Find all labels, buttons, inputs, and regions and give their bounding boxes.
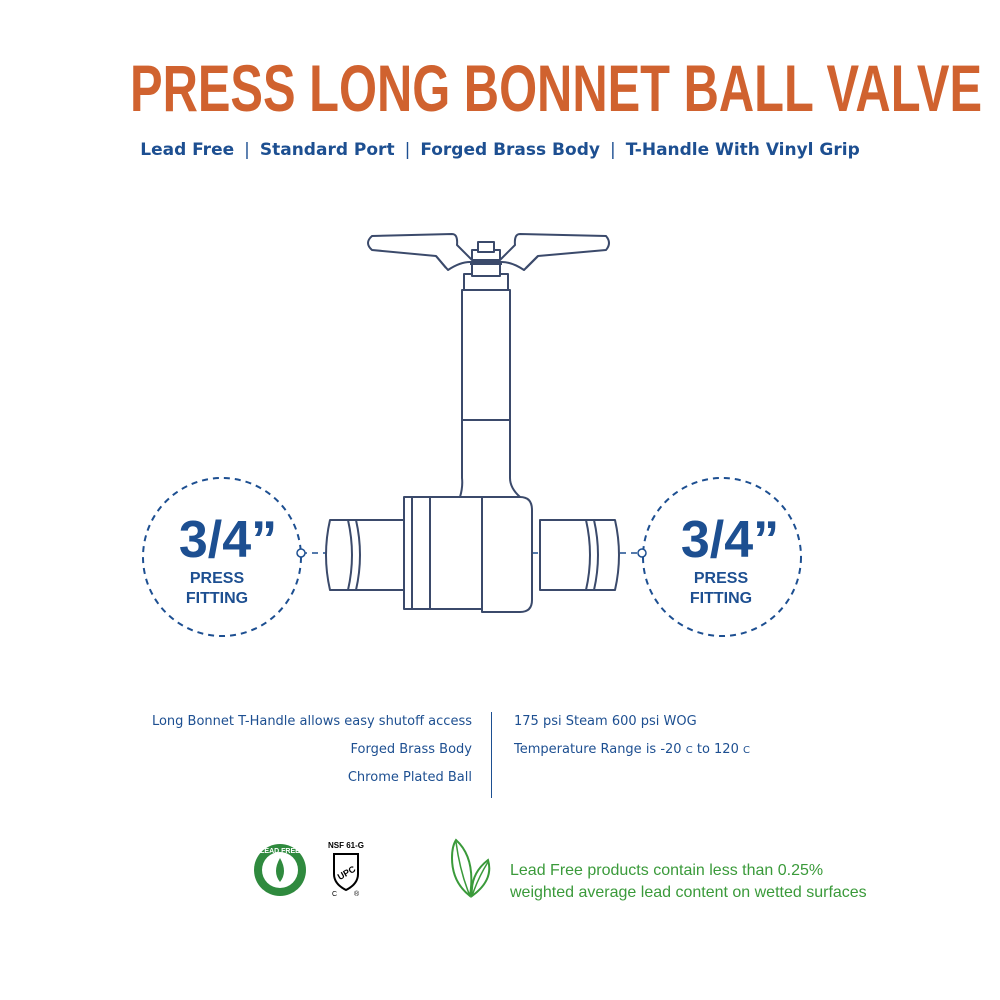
lead-free-note — [510, 860, 867, 904]
right-fitting-line1: PRESS — [693, 570, 749, 587]
spec-item: Long Bonnet T-Handle allows easy shutoff access — [151, 714, 472, 729]
nsf-upc-logo — [326, 840, 366, 898]
feature-t-handle: T-Handle With Vinyl Grip — [625, 140, 860, 160]
spec-pressure: 175 psi Steam 600 psi WOG — [514, 714, 697, 729]
page-title: PRESS LONG BONNET BALL VALVE — [130, 51, 983, 125]
separator: | — [404, 140, 411, 160]
svg-text:LEAD FREE: LEAD FREE — [260, 848, 300, 855]
spec-list-left — [100, 712, 472, 796]
lead-free-logo — [252, 842, 308, 898]
spec-temperature — [514, 740, 874, 768]
note-line2: weighted average lead content on wetted surfaces — [510, 884, 867, 901]
feature-forged-brass: Forged Brass Body — [420, 140, 600, 160]
temp-mid: to 120 — [696, 742, 739, 757]
left-fitting-line2: FITTING — [185, 590, 249, 607]
spec-item: Chrome Plated Ball — [347, 770, 472, 785]
feature-lead-free: Lead Free — [140, 140, 235, 160]
feature-standard-port: Standard Port — [259, 140, 395, 160]
temp-prefix: Temperature Range is -20 — [514, 742, 682, 757]
spec-divider — [491, 712, 492, 798]
right-fitting-size: 3/4” — [680, 511, 780, 569]
separator: | — [609, 140, 616, 160]
right-connector-dot — [638, 549, 646, 557]
left-connector-dot — [297, 549, 305, 557]
left-fitting-line1: PRESS — [189, 570, 245, 587]
leaf-icon — [448, 838, 494, 898]
nsf-text: NSF 61-G — [327, 841, 365, 850]
right-fitting-line2: FITTING — [689, 590, 753, 607]
spec-list-right — [514, 712, 874, 768]
spec-item: Forged Brass Body — [350, 742, 472, 757]
temp-unit: C — [685, 745, 693, 756]
upc-c-mark: C — [332, 891, 338, 898]
left-fitting-size: 3/4” — [178, 511, 278, 569]
upc-text: UPC — [335, 863, 358, 882]
note-line1: Lead Free products contain less than 0.25% — [510, 862, 824, 879]
registered-mark: ® — [354, 891, 360, 898]
valve-drawing — [326, 234, 619, 612]
temp-unit: C — [742, 745, 750, 756]
separator: | — [244, 140, 250, 160]
